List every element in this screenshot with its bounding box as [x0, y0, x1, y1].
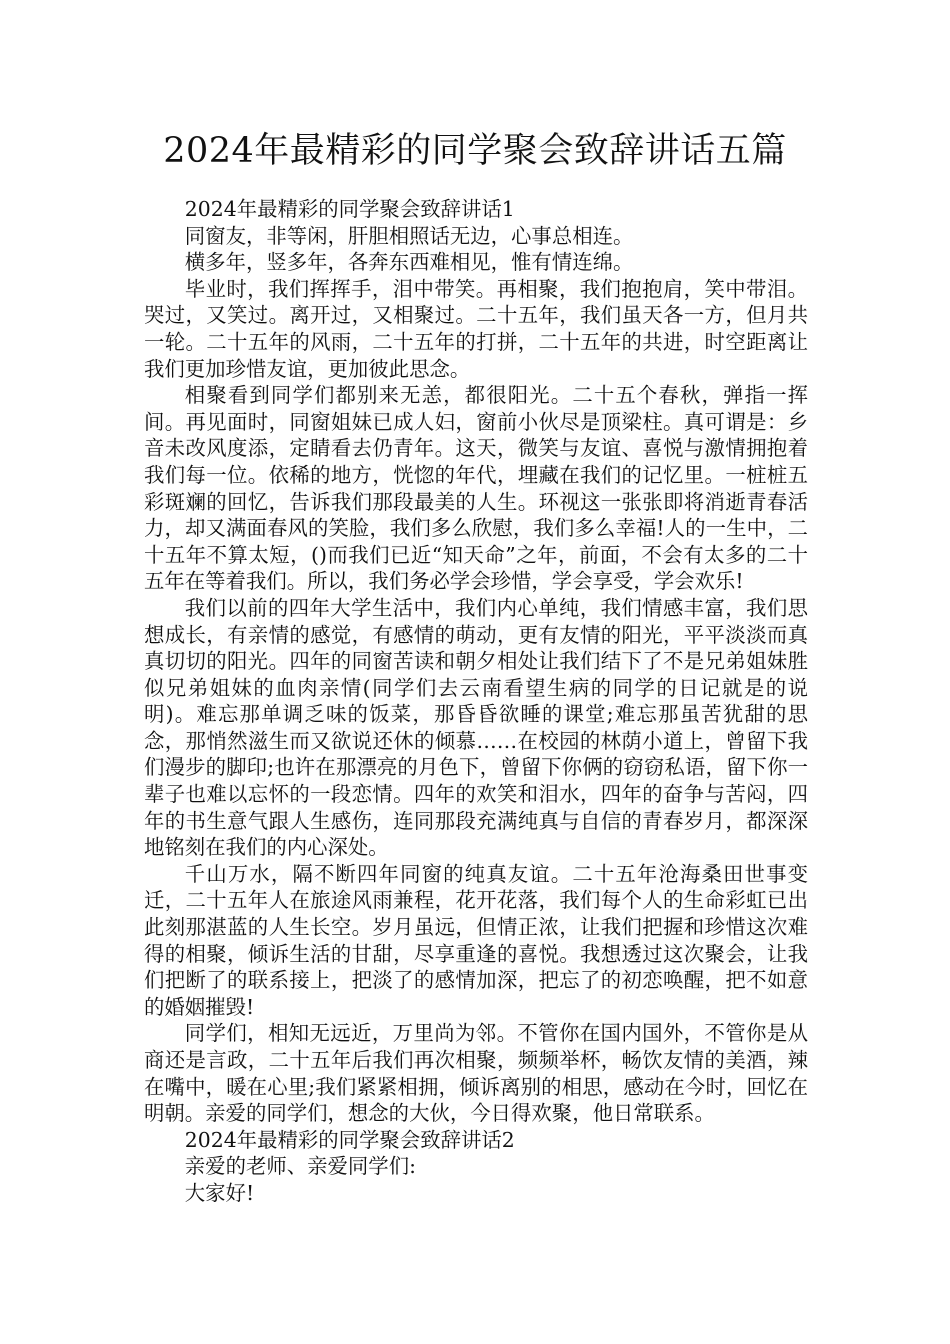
paragraph: 同学们，相知无远近，万里尚为邻。不管你在国内国外，不管你是从商还是言政，二十五年后我们再次相聚，频频举杯，畅饮友情的美酒，辣在嘴中，暖在心里;我们紧紧相拥，倾诉离别的相思，感动在今时，回忆在明朝。亲爱的同学们，想念的大伙，今日得欢聚，他日常联系。 [144, 1021, 808, 1126]
salutation: 亲爱的老师、亲爱同学们: [184, 1154, 416, 1179]
section-heading-2: 2024年最精彩的同学聚会致辞讲话2 [184, 1127, 515, 1152]
paragraph: 我们以前的四年大学生活中，我们内心单纯，我们情感丰富，我们思想成长，有亲情的感觉，有感情的萌动，更有友情的阳光，平平淡淡而真真切切的阳光。四年的同窗苦读和朝夕相处让我们结下了不是兄弟姐妹胜似兄弟姐妹的血肉亲情(同学们去云南看望生病的同学的日记就是的说明)。难忘那单调乏味的饭菜，那昏昏欲睡的课堂;难忘那虽苦犹甜的思念，那悄然滋生而又欲说还休的倾慕……在校园的林荫小道上，曾留下我们漫步的脚印;也许在那漂亮的月色下，曾留下你俩的窃窃私语，留下你一辈子也难以忘怀的一段恋情。四年的欢笑和泪水，四年的奋争与苦闷，四年的书生意气跟人生感伤，连同那段充满纯真与自信的青春岁月，都深深地铭刻在我们的内心深处。 [144, 595, 808, 860]
paragraph: 千山万水，隔不断四年同窗的纯真友谊。二十五年沧海桑田世事变迁，二十五年人在旅途风雨兼程，花开花落，我们每个人的生命彩虹已出此刻那湛蓝的人生长空。岁月虽远，但情正浓，让我们把握和珍惜这次难得的相聚，倾诉生活的甘甜，尽享重逢的喜悦。我想透过这次聚会，让我们把断了的联系接上，把淡了的感情加深，把忘了的初恋唤醒，把不如意的婚姻摧毁! [144, 861, 808, 1019]
paragraph: 相聚看到同学们都别来无恙，都很阳光。二十五个春秋，弹指一挥间。再见面时，同窗姐妹已成人妇，窗前小伙尽是顶梁柱。真可谓是：乡音未改风度添，定睛看去仍青年。这天，微笑与友谊、喜悦与激情拥抱着我们每一位。依稀的地方，恍惚的年代，埋藏在我们的记忆里。一桩桩五彩斑斓的回忆，告诉我们那段最美的人生。环视这一张张即将消逝青春活力，却又满面春风的笑脸，我们多么欣慰，我们多么幸福!人的一生中，二十五年不算太短，()而我们已近“知天命”之年，前面，不会有太多的二十五年在等着我们。所以，我们务必学会珍惜，学会享受，学会欢乐! [144, 383, 808, 594]
document-body [144, 196, 808, 1207]
greeting: 大家好! [184, 1180, 255, 1205]
paragraph: 横多年，竖多年，各奔东西难相见，惟有情连绵。 [184, 250, 634, 275]
paragraph: 同窗友，非等闲，肝胆相照话无边，心事总相连。 [184, 223, 634, 248]
section-heading-1: 2024年最精彩的同学聚会致辞讲话1 [184, 197, 515, 221]
paragraph: 毕业时，我们挥挥手，泪中带笑。再相聚，我们抱抱肩，笑中带泪。哭过，又笑过。离开过，又相聚过。二十五年，我们虽天各一方，但月共一轮。二十五年的风雨，二十五年的打拼，二十五年的共进，时空距离让我们更加珍惜友谊，更加彼此思念。 [144, 276, 808, 381]
document-title: 2024年最精彩的同学聚会致辞讲话五篇 [163, 131, 787, 171]
